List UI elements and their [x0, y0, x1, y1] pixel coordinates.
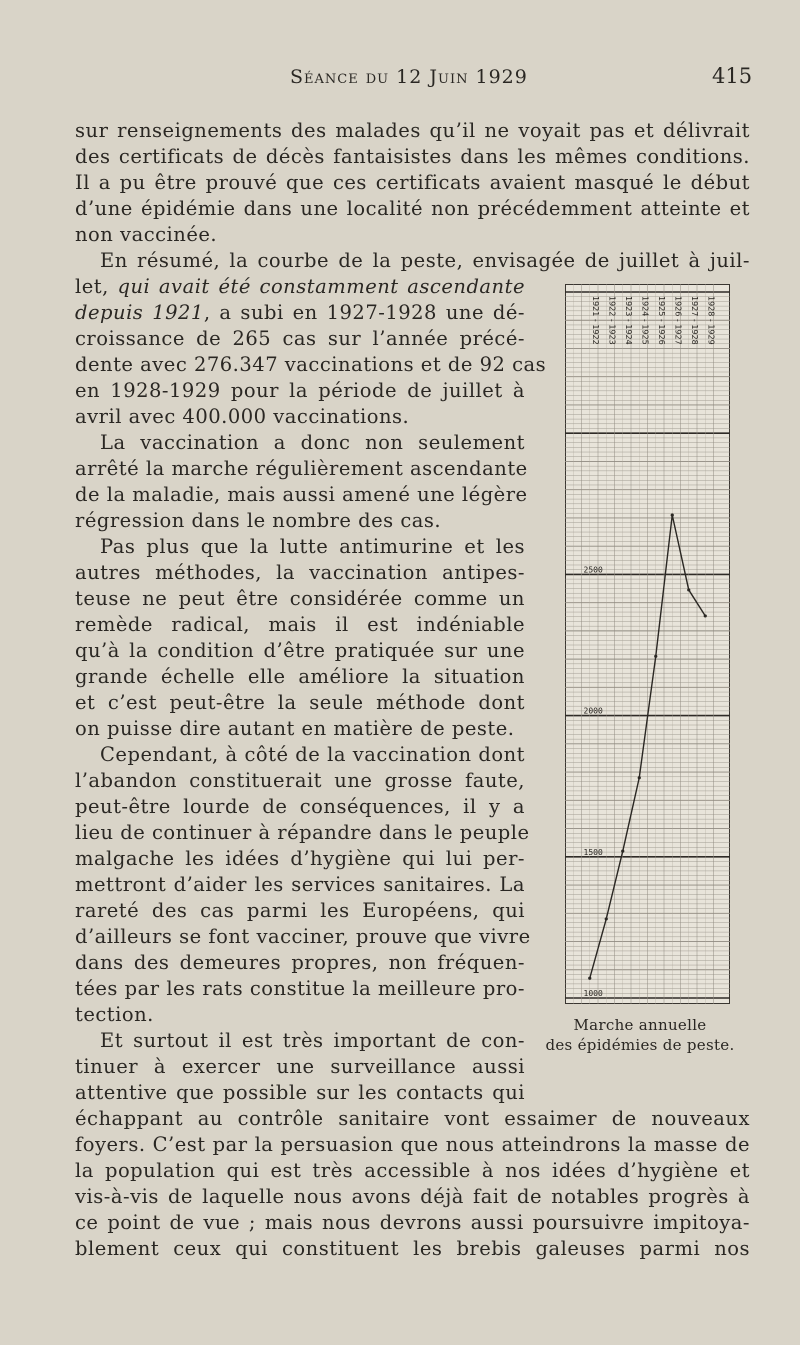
text-line: des certificats de décès fantaisistes dans les mêmes conditions. — [75, 145, 750, 168]
text-line: régression dans le nombre des cas. — [75, 509, 442, 532]
text-line: qu’à la condition d’être pratiquée sur une — [75, 639, 525, 662]
text-line: malgache les idées d’hygiène qui lui per- — [75, 847, 525, 870]
text-line: l’abandon constituerait une grosse faute, — [75, 769, 525, 792]
text-line: Cependant, à côté de la vaccination dont — [100, 743, 525, 766]
data-point — [687, 588, 690, 591]
text-run: , a subi en 1927-1928 une dé- — [203, 301, 525, 324]
text-line: blement ceux qui constituent les brebis galeuses parmi nos — [75, 1237, 750, 1260]
text-line: foyers. C’est par la persuasion que nous atteindrons la masse de — [75, 1133, 750, 1156]
italic-run: qui avait été constamment ascendante — [117, 275, 525, 298]
figure-caption-line: Marche annuelle — [573, 1016, 707, 1034]
data-point — [671, 513, 674, 516]
text-line: autres méthodes, la vaccination antipes- — [75, 561, 525, 584]
text-line: attentive que possible sur les contacts qui — [75, 1081, 525, 1104]
data-point — [704, 614, 707, 617]
page-number: 415 — [712, 64, 753, 88]
text-line: grande échelle elle améliore la situation — [75, 665, 525, 688]
text-line: croissance de 265 cas sur l’année précé- — [75, 327, 525, 350]
text-line: échappant au contrôle sanitaire vont essaimer de nouveaux — [75, 1107, 750, 1130]
x-tick-label: 1921 - 1922 — [590, 296, 600, 345]
y-tick-label: 1000 — [583, 989, 603, 998]
x-tick-label: 1926 - 1927 — [673, 296, 683, 345]
text-line: tection. — [75, 1003, 154, 1026]
italic-run: depuis 1921 — [75, 301, 204, 324]
data-point — [605, 917, 608, 920]
x-tick-label: 1924 - 1925 — [640, 296, 650, 345]
x-tick-label: 1922 - 1923 — [607, 296, 617, 345]
text-line: non vaccinée. — [75, 223, 218, 246]
text-line: teuse ne peut être considérée comme un — [75, 587, 525, 610]
text-line: mettront d’aider les services sanitaires. La — [75, 873, 525, 896]
text-line — [75, 274, 525, 300]
plague-chart — [565, 284, 730, 1004]
text-line: arrêté la marche régulièrement ascendante — [75, 457, 528, 480]
text-line: rareté des cas parmi les Européens, qui — [75, 899, 525, 922]
text-line: la population qui est très accessible à nos idées d’hygiène et — [75, 1159, 750, 1182]
text-line: avril avec 400.000 vaccinations. — [75, 405, 410, 428]
y-tick-label: 2000 — [583, 706, 603, 716]
text-line — [75, 300, 525, 326]
text-line: lieu de continuer à répandre dans le peuple — [75, 821, 530, 844]
y-tick-label: 2500 — [583, 565, 603, 575]
data-point — [638, 776, 641, 779]
text-line: en 1928-1929 pour la période de juillet à — [75, 379, 525, 402]
text-line: dans des demeures propres, non fréquen- — [75, 951, 525, 974]
text-line: La vaccination a donc non seulement — [100, 431, 525, 454]
page-header — [0, 64, 800, 94]
text-run: let, — [75, 275, 118, 298]
text-line: Il a pu être prouvé que ces certificats avaient masqué le début — [75, 171, 750, 194]
text-line: sur renseignements des malades qu’il ne voyait pas et délivrait — [75, 119, 750, 142]
text-line: on puisse dire autant en matière de peste. — [75, 717, 515, 740]
text-line: ce point de vue ; mais nous devrons aussi poursuivre impitoya- — [75, 1211, 750, 1234]
x-tick-label: 1925 - 1926 — [656, 296, 666, 345]
text-line: En résumé, la courbe de la peste, envisagée de juillet à juil- — [100, 249, 750, 272]
y-tick-label: 1500 — [583, 847, 603, 857]
text-line: Et surtout il est très important de con- — [100, 1029, 525, 1052]
text-line: dente avec 276.347 vaccinations et de 92 cas — [75, 353, 547, 376]
text-line: d’ailleurs se font vacciner, prouve que vivre — [75, 925, 531, 948]
text-line: Pas plus que la lutte antimurine et les — [100, 535, 525, 558]
text-line: peut-être lourde de conséquences, il y a — [75, 795, 525, 818]
running-title: Séance du 12 Juin 1929 — [290, 66, 528, 88]
data-point — [621, 850, 624, 853]
text-line: tinuer à exercer une surveillance aussi — [75, 1055, 525, 1078]
text-line: tées par les rats constitue la meilleure pro- — [75, 977, 525, 1000]
figure-caption-line: des épidémies de peste. — [545, 1036, 735, 1054]
data-point — [654, 655, 657, 658]
text-line: vis-à-vis de laquelle nous avons déjà fait de notables progrès à — [75, 1185, 750, 1208]
text-line: et c’est peut-être la seule méthode dont — [75, 691, 525, 714]
text-line: remède radical, mais il est indéniable — [75, 613, 525, 636]
x-tick-label: 1923 - 1924 — [623, 296, 633, 345]
text-line: de la maladie, mais aussi amené une légère — [75, 483, 528, 506]
x-tick-label: 1928 - 1929 — [706, 296, 716, 345]
data-point — [588, 977, 591, 980]
text-line: d’une épidémie dans une localité non précédemment atteinte et — [75, 197, 750, 220]
x-tick-label: 1927 - 1928 — [689, 296, 699, 345]
